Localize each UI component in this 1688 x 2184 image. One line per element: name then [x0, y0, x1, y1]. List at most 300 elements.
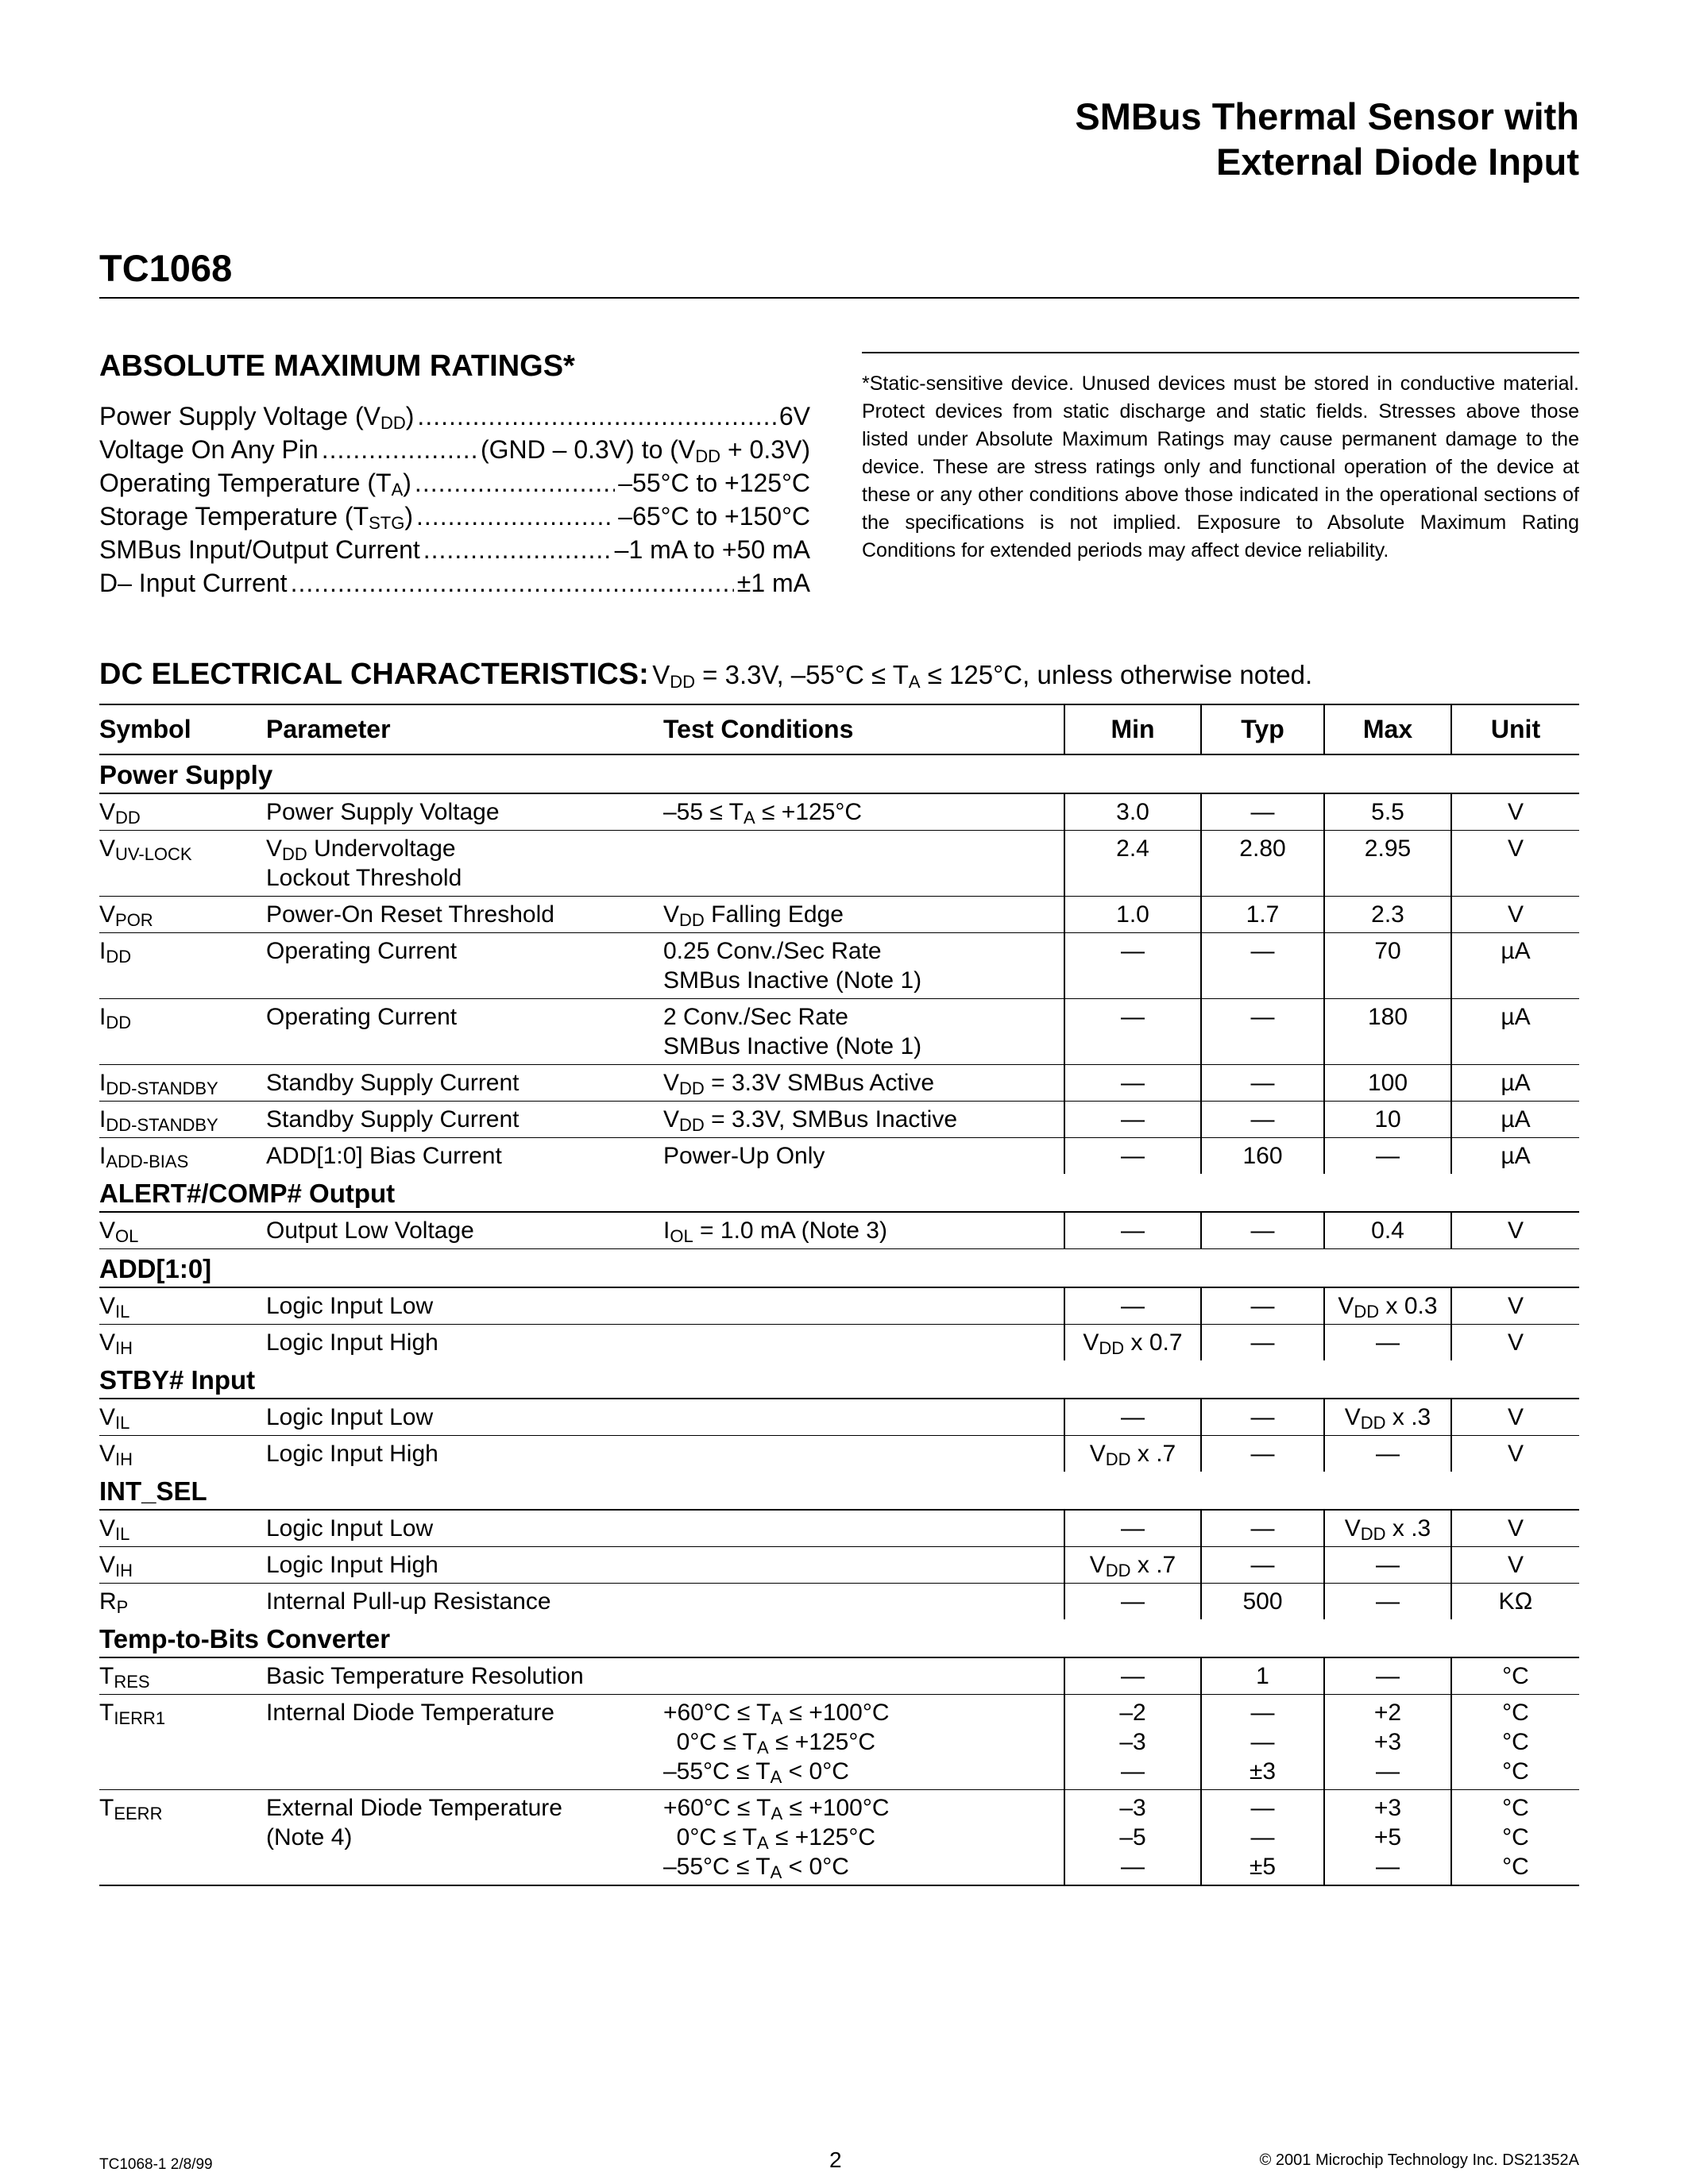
test-conditions	[663, 1399, 1064, 1436]
typ: —	[1201, 1325, 1324, 1361]
min-value: –3	[1119, 1795, 1146, 1821]
sym-sub: DD	[106, 947, 132, 967]
symbol	[99, 1065, 266, 1102]
sym-text: V	[99, 799, 116, 825]
typ: 1.7	[1201, 897, 1324, 933]
amr-label-tail: )	[405, 402, 415, 430]
symbol	[99, 1325, 266, 1361]
max-sub: DD	[1354, 1302, 1380, 1322]
symbol	[99, 1657, 266, 1695]
group-alert-output: ALERT#/COMP# Output	[99, 1174, 1579, 1212]
title-line-1: SMBus Thermal Sensor with	[1075, 95, 1579, 137]
symbol	[99, 999, 266, 1065]
typ: 500	[1201, 1584, 1324, 1620]
amr-label-tail: )	[404, 502, 414, 531]
dc-heading	[99, 658, 1312, 692]
typ: —	[1201, 999, 1324, 1065]
cond-text: = 3.3V SMBus Active	[704, 1070, 935, 1096]
symbol	[99, 1138, 266, 1175]
min: —	[1064, 1065, 1201, 1102]
typ-value: —	[1250, 1700, 1275, 1726]
cond-sub: DD	[679, 1078, 705, 1098]
min: —	[1064, 999, 1201, 1065]
amr-value: ±1 mA	[736, 569, 810, 597]
amr-value-tail: + 0.3V)	[720, 435, 810, 464]
sym-text: I	[99, 938, 106, 964]
min-text: x .7	[1130, 1441, 1176, 1467]
typ: 160	[1201, 1138, 1324, 1175]
cond-sub: A	[756, 1738, 769, 1758]
sym-text: I	[99, 1004, 106, 1030]
group-int-sel: INT_SEL	[99, 1472, 1579, 1510]
min-sub: DD	[1105, 1449, 1131, 1469]
parameter: Logic Input High	[266, 1547, 663, 1584]
unit: V	[1451, 1436, 1579, 1472]
sym-text: T	[99, 1795, 114, 1821]
sym-sub: P	[116, 1597, 129, 1617]
col-symbol: Symbol	[99, 704, 266, 754]
cond-text: I	[663, 1217, 670, 1244]
test-conditions	[663, 1510, 1064, 1547]
parameter: Operating Current	[266, 933, 663, 999]
test-conditions	[663, 1212, 1064, 1249]
parameter: Output Low Voltage	[266, 1212, 663, 1249]
min: —	[1064, 1510, 1201, 1547]
table-row	[99, 1399, 1579, 1436]
max: —	[1324, 1138, 1451, 1175]
typ: —	[1201, 1436, 1324, 1472]
min-value: —	[1121, 1854, 1145, 1880]
col-typ: Typ	[1201, 704, 1324, 754]
symbol	[99, 793, 266, 831]
static-sensitive-note: *Static-sensitive device. Unused devices must be stored in conductive material. Protect devices from static discharge and static fields. Stresses above those listed under Absolute Maximum Ratings may cause permanent damage to the device. These are stress ratings only and functional operation of the device at these or any other conditions above those indicated in the operational sections of the specifications is not implied. Exposure to Absolute Maximum Rating Conditions for extended periods may affect device reliability.	[862, 372, 1579, 561]
cond-text: –55°C ≤ T	[663, 1758, 771, 1785]
parameter	[266, 1790, 663, 1886]
table-row	[99, 1212, 1579, 1249]
sym-text: V	[99, 1552, 116, 1578]
dc-heading-conditions	[652, 660, 1313, 692]
col-min: Min	[1064, 704, 1201, 754]
typ	[1201, 1695, 1324, 1790]
typ: 2.80	[1201, 831, 1324, 897]
test-conditions	[663, 831, 1064, 897]
test-conditions	[663, 1102, 1064, 1138]
unit: µA	[1451, 933, 1579, 999]
cond-text: 0°C ≤ T	[676, 1729, 757, 1755]
test-conditions: Power-Up Only	[663, 1143, 825, 1169]
group-row	[99, 1472, 1579, 1510]
symbol	[99, 1102, 266, 1138]
max-text: x .3	[1385, 1404, 1431, 1430]
max	[1324, 1790, 1451, 1886]
typ: —	[1201, 1102, 1324, 1138]
table-row	[99, 1695, 1579, 1790]
max: —	[1324, 1547, 1451, 1584]
parameter: Logic Input Low	[266, 1510, 663, 1547]
amr-value-text: (GND – 0.3V) to (V	[480, 435, 696, 464]
typ: —	[1201, 1510, 1324, 1547]
sym-sub: DD	[106, 1013, 132, 1032]
header-rule	[99, 297, 1579, 299]
sym-sub: EERR	[114, 1804, 163, 1823]
typ: —	[1201, 1287, 1324, 1325]
table-row	[99, 1325, 1579, 1361]
col-unit: Unit	[1451, 704, 1579, 754]
min-text: x .7	[1130, 1552, 1176, 1578]
amr-item	[99, 435, 810, 469]
table-row	[99, 1065, 1579, 1102]
min: 1.0	[1064, 897, 1201, 933]
sym-sub: POR	[115, 910, 153, 930]
table-row	[99, 1287, 1579, 1325]
max: 2.3	[1324, 897, 1451, 933]
sym-sub: IH	[115, 1338, 133, 1358]
group-row	[99, 754, 1579, 793]
cond-text: ≤ 125°C, unless otherwise noted.	[920, 660, 1313, 689]
typ	[1201, 1790, 1324, 1886]
test-conditions	[663, 1325, 1064, 1361]
symbol	[99, 933, 266, 999]
document-title	[1075, 94, 1579, 184]
amr-list	[99, 402, 810, 602]
min: —	[1064, 1657, 1201, 1695]
max: 70	[1324, 933, 1451, 999]
amr-label-sub: A	[391, 480, 404, 500]
max: 0.4	[1324, 1212, 1451, 1249]
cond-text: Falling Edge	[704, 901, 844, 928]
cond-sub: DD	[679, 1115, 705, 1135]
cond-text: +60°C ≤ T	[663, 1700, 771, 1726]
test-conditions	[663, 897, 1064, 933]
parameter: Logic Input Low	[266, 1399, 663, 1436]
cond-text: –55°C ≤ T	[663, 1854, 771, 1880]
unit: V	[1451, 1325, 1579, 1361]
sym-sub: IH	[115, 1449, 133, 1469]
max	[1324, 1510, 1451, 1547]
max-text: V	[1344, 1515, 1361, 1542]
leader-dots	[416, 502, 615, 531]
typ-value: —	[1250, 1795, 1275, 1821]
cond-text: = 3.3V, SMBus Inactive	[704, 1106, 958, 1133]
col-test-conditions: Test Conditions	[663, 704, 1064, 754]
max-value: +3	[1373, 1729, 1402, 1755]
parameter: ADD[1:0] Bias Current	[266, 1143, 502, 1169]
sym-sub: UV-LOCK	[115, 844, 192, 864]
test-conditions	[663, 793, 1064, 831]
min	[1064, 1547, 1201, 1584]
min: 2.4	[1064, 831, 1201, 897]
cond-text: ≤ +100°C	[782, 1700, 890, 1726]
page-number: 2	[829, 2147, 842, 2172]
amr-label: D– Input Current	[99, 569, 288, 597]
part-number: TC1068	[99, 247, 233, 289]
amr-value: 6V	[778, 402, 810, 430]
min	[1064, 1695, 1201, 1790]
amr-label-sub: STG	[369, 513, 405, 533]
amr-label-text: Storage Temperature (T	[99, 502, 369, 531]
min-text: V	[1089, 1441, 1106, 1467]
cond-text: V	[652, 660, 670, 689]
sym-sub: DD-STANDBY	[106, 1078, 218, 1098]
sym-text: V	[99, 1293, 116, 1319]
unit	[1451, 1790, 1579, 1886]
min: —	[1064, 1287, 1201, 1325]
min-sub: DD	[1105, 1561, 1131, 1580]
table-row	[99, 1657, 1579, 1695]
dc-characteristics-table	[99, 704, 1579, 1886]
cond-sub: DD	[679, 910, 705, 930]
test-conditions	[663, 1790, 1064, 1886]
table-row	[99, 1790, 1579, 1886]
cond-text: 0.25 Conv./Sec Rate	[663, 938, 882, 964]
parameter: Logic Input High	[266, 1329, 438, 1356]
min-sub: DD	[1099, 1338, 1125, 1358]
unit: V	[1451, 793, 1579, 831]
min-value: –5	[1119, 1824, 1146, 1850]
unit: V	[1451, 1547, 1579, 1584]
max-sub: DD	[1360, 1524, 1386, 1544]
unit: V	[1451, 1287, 1579, 1325]
min: —	[1064, 1584, 1201, 1620]
sym-sub: IH	[115, 1561, 133, 1580]
table-row	[99, 1102, 1579, 1138]
cond-text: = 3.3V, –55°C ≤ T	[695, 660, 909, 689]
test-conditions	[663, 1065, 1064, 1102]
group-power-supply: Power Supply	[99, 754, 1579, 793]
sym-sub: IL	[115, 1524, 130, 1544]
param-text: V	[266, 835, 283, 862]
max-value: —	[1376, 1854, 1400, 1880]
parameter: Logic Input High	[266, 1441, 438, 1467]
sym-sub: ADD-BIAS	[106, 1152, 189, 1171]
cond-text: 0°C ≤ T	[676, 1824, 757, 1850]
max: —	[1324, 1325, 1451, 1361]
max-sub: DD	[1360, 1413, 1386, 1433]
sym-sub: IL	[115, 1302, 130, 1322]
title-line-2: External Diode Input	[1216, 141, 1579, 183]
sym-sub: RES	[114, 1672, 150, 1692]
sym-text: V	[99, 1441, 116, 1467]
max: —	[1324, 1436, 1451, 1472]
cond-sub: A	[770, 1862, 782, 1882]
unit	[1451, 1695, 1579, 1790]
cond-sub: DD	[670, 672, 695, 692]
dc-heading-title: DC ELECTRICAL CHARACTERISTICS:	[99, 658, 649, 691]
table-row	[99, 933, 1579, 999]
amr-item	[99, 569, 810, 602]
symbol	[99, 897, 266, 933]
typ-value: ±3	[1249, 1758, 1277, 1785]
sym-sub: DD-STANDBY	[106, 1115, 218, 1135]
parameter: Power Supply Voltage	[266, 793, 663, 831]
typ: —	[1201, 1547, 1324, 1584]
min	[1064, 1325, 1201, 1361]
min: —	[1064, 1399, 1201, 1436]
leader-dots	[417, 402, 775, 431]
parameter	[266, 831, 663, 897]
sym-text: T	[99, 1663, 114, 1689]
amr-value	[481, 435, 810, 465]
max: 10	[1324, 1102, 1451, 1138]
cond-sub: A	[771, 1804, 783, 1823]
test-conditions	[663, 1287, 1064, 1325]
group-row	[99, 1360, 1579, 1399]
min: —	[1064, 1102, 1201, 1138]
max: 5.5	[1324, 793, 1451, 831]
min	[1064, 1790, 1201, 1886]
cond-text: < 0°C	[782, 1758, 849, 1785]
amr-value: –65°C to +150°C	[618, 502, 810, 531]
amr-label-sub: DD	[380, 413, 406, 433]
min: —	[1064, 1212, 1201, 1249]
sym-sub: DD	[115, 808, 141, 828]
test-conditions	[663, 1547, 1064, 1584]
max: —	[1324, 1657, 1451, 1695]
cond-text: = 1.0 mA (Note 3)	[693, 1217, 887, 1244]
min-value: —	[1121, 1758, 1145, 1785]
group-temp-to-bits: Temp-to-Bits Converter	[99, 1619, 1579, 1657]
symbol	[99, 1436, 266, 1472]
max: 180	[1324, 999, 1451, 1065]
amr-value-sub: DD	[695, 446, 721, 466]
footer-copyright: © 2001 Microchip Technology Inc. DS21352A	[1259, 2151, 1579, 2169]
min-text: V	[1083, 1329, 1099, 1356]
table-header	[99, 704, 1579, 754]
max-text: V	[1338, 1293, 1354, 1319]
amr-label: SMBus Input/Output Current	[99, 535, 420, 564]
amr-value: –1 mA to +50 mA	[614, 535, 810, 564]
cond-text: SMBus Inactive (Note 1)	[663, 1033, 922, 1059]
table-row	[99, 1510, 1579, 1547]
test-conditions	[663, 1695, 1064, 1790]
table-row	[99, 999, 1579, 1065]
unit: KΩ	[1451, 1584, 1579, 1620]
group-stby-input: STBY# Input	[99, 1360, 1579, 1399]
max-value: +3	[1373, 1795, 1402, 1821]
table-row	[99, 1138, 1579, 1175]
table-row	[99, 1584, 1579, 1620]
typ: —	[1201, 1399, 1324, 1436]
unit-value: °C	[1502, 1758, 1529, 1785]
amr-item	[99, 469, 810, 502]
footer-doc-code: TC1068-1 2/8/99	[99, 2156, 213, 2173]
parameter: Internal Pull-up Resistance	[266, 1588, 551, 1615]
symbol	[99, 831, 266, 897]
amr-item	[99, 535, 810, 569]
test-conditions	[663, 999, 1064, 1065]
cond-text: ≤ +125°C	[768, 1824, 875, 1850]
min-value: –3	[1119, 1729, 1146, 1755]
group-row	[99, 1249, 1579, 1288]
leader-dots	[415, 469, 615, 498]
table-row	[99, 1547, 1579, 1584]
unit-value: °C	[1502, 1729, 1529, 1755]
parameter: Power-On Reset Threshold	[266, 897, 663, 933]
min-text: x 0.7	[1124, 1329, 1183, 1356]
group-add: ADD[1:0]	[99, 1249, 1579, 1288]
parameter: Logic Input Low	[266, 1287, 663, 1325]
amr-heading: ABSOLUTE MAXIMUM RATINGS*	[99, 349, 575, 383]
typ: —	[1201, 793, 1324, 831]
param-text: External Diode Temperature	[266, 1795, 562, 1821]
sym-text: I	[99, 1070, 106, 1096]
cond-text: V	[663, 1070, 680, 1096]
max-value: +2	[1373, 1700, 1402, 1726]
cond-text: SMBus Inactive (Note 1)	[663, 967, 922, 994]
table-row	[99, 793, 1579, 831]
amr-item	[99, 402, 810, 435]
max	[1324, 1287, 1451, 1325]
symbol	[99, 1510, 266, 1547]
unit: µA	[1451, 1138, 1579, 1175]
cond-sub: A	[770, 1767, 782, 1787]
cond-text: ≤ +125°C	[755, 799, 863, 825]
symbol	[99, 1399, 266, 1436]
max	[1324, 1695, 1451, 1790]
symbol	[99, 1212, 266, 1249]
amr-label-tail: )	[403, 469, 411, 497]
col-parameter: Parameter	[266, 704, 663, 754]
sym-text: V	[99, 835, 116, 862]
max-text: x 0.3	[1379, 1293, 1438, 1319]
note-rule	[862, 352, 1579, 353]
cond-text: –55 ≤ T	[663, 799, 744, 825]
sym-text: V	[99, 1329, 116, 1356]
param-text: Lockout Threshold	[266, 865, 462, 891]
unit-value: °C	[1502, 1795, 1529, 1821]
min: 3.0	[1064, 793, 1201, 831]
parameter: Standby Supply Current	[266, 1065, 663, 1102]
leader-dots	[291, 569, 734, 598]
typ-value: —	[1250, 1824, 1275, 1850]
sym-sub: IERR1	[114, 1708, 166, 1728]
amr-label	[99, 402, 414, 431]
unit-value: °C	[1502, 1854, 1529, 1880]
test-conditions	[663, 1436, 1064, 1472]
amr-label	[99, 469, 411, 498]
unit: µA	[1451, 999, 1579, 1065]
leader-dots	[423, 535, 612, 565]
sym-sub: IL	[115, 1413, 130, 1433]
test-conditions	[663, 1584, 1064, 1620]
param-text: Undervoltage	[307, 835, 456, 862]
parameter: Standby Supply Current	[266, 1102, 663, 1138]
unit: V	[1451, 1510, 1579, 1547]
cond-sub: A	[908, 672, 921, 692]
amr-label-text: Operating Temperature (T	[99, 469, 392, 497]
parameter: Operating Current	[266, 999, 663, 1065]
test-conditions	[663, 933, 1064, 999]
sym-text: I	[99, 1143, 106, 1169]
typ: 1	[1201, 1657, 1324, 1695]
sym-text: R	[99, 1588, 117, 1615]
table-row	[99, 1436, 1579, 1472]
amr-value: –55°C to +125°C	[618, 469, 810, 497]
cond-text: V	[663, 1106, 680, 1133]
group-row	[99, 1174, 1579, 1212]
max: 2.95	[1324, 831, 1451, 897]
sym-text: T	[99, 1700, 114, 1726]
cond-text: V	[663, 901, 680, 928]
min-text: V	[1089, 1552, 1106, 1578]
cond-text: ≤ +100°C	[782, 1795, 890, 1821]
unit: V	[1451, 1212, 1579, 1249]
unit: V	[1451, 831, 1579, 897]
unit: °C	[1451, 1657, 1579, 1695]
typ: —	[1201, 1065, 1324, 1102]
symbol	[99, 1695, 266, 1790]
unit-value: °C	[1502, 1700, 1529, 1726]
